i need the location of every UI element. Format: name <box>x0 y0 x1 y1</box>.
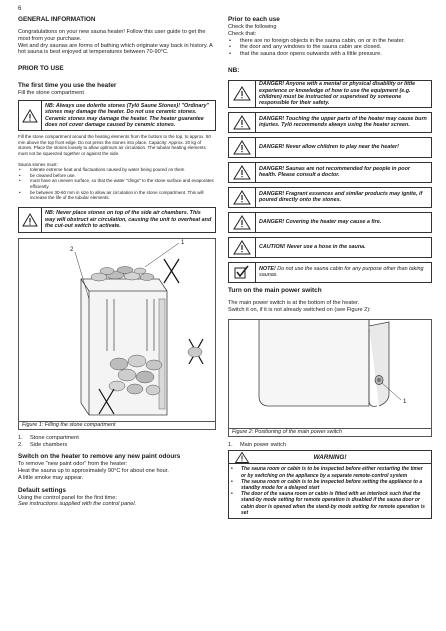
figure-1-label-2: 2 <box>70 246 74 253</box>
prior-each-list <box>228 38 432 58</box>
first-time-heading: The first time you use the heater <box>18 82 117 90</box>
must-list <box>18 167 216 201</box>
warning-list <box>229 464 431 518</box>
warning-triangle-icon <box>229 452 255 463</box>
list-item: 1. Stone compartment <box>18 434 79 441</box>
figure-1-caption: Figure 1: Filling the stone compartment <box>19 421 215 429</box>
warning-triangle-icon <box>229 115 255 130</box>
warning-triangle-icon <box>229 215 255 230</box>
note-side-box <box>18 207 216 233</box>
danger-text: DANGER! Covering the heater may cause a fire. <box>255 213 431 232</box>
heater-illustration <box>19 239 215 422</box>
danger-text: DANGER! Fragrant essences and similar products may ignite, if poured directly onto the stones. <box>255 188 431 207</box>
checkbox-check-icon <box>229 265 255 279</box>
list-item: • The sauna room or cabin is to be inspected before setting the appliance to a standby mode for a delayed start <box>229 479 428 491</box>
list-item: • be cleaned before use. <box>18 173 216 179</box>
list-item: • there are no foreign objects in the sauna cabin, on or in the heater. <box>228 38 432 45</box>
fill-instructions: Fill the stone compartment around the heating elements from the bottom to the top, to approx. 50 mm above the top front edge. Do not press the stones into place. Capacity: Approx. 20 kg of stones. Place the stones loosely to allow optimum air circulation. The tubular heating elements must not be squeezed together or against the side. <box>18 134 211 156</box>
warning-header <box>229 451 431 464</box>
figure-2-caption: Figure 2: Positioning of the main power switch <box>229 428 431 436</box>
figure-1-legend <box>18 435 216 449</box>
page-number: 6 <box>18 6 22 12</box>
danger-text: DANGER! Touching the upper parts of the heater may cause burn injuries. Tylö recommends always using the heater screen. <box>255 113 431 132</box>
warning-triangle-icon <box>229 240 255 255</box>
default-settings-line-2: See instructions supplied with the control panel. <box>18 501 137 508</box>
must-heading: Sauna stones must: <box>18 161 58 167</box>
main-switch-heading: Turn on the main power switch <box>228 286 322 294</box>
warning-box <box>228 450 432 519</box>
danger-box <box>228 80 432 108</box>
danger-text: DANGER! Anyone with a mental or physical disability or little experience or knowledge of how to use the equipment (e.g. children) must be instructed or supervised by someone responsible for their safety. <box>255 81 431 107</box>
main-switch-line-2: Switch it on, if it is not already switched on (see Figure 2): <box>228 306 371 313</box>
warning-triangle-icon <box>229 190 255 205</box>
list-item: 1. Main power switch <box>228 441 287 448</box>
danger-text: DANGER! Saunas are not recommended for people in poor health. Please consult a doctor. <box>255 163 431 182</box>
caution-text: CAUTION! Never use a hose in the sauna. <box>255 238 431 257</box>
warning-triangle-icon <box>229 140 255 155</box>
switch-on-line: A little smoke may appear. <box>18 474 84 481</box>
left-column <box>18 16 216 508</box>
figure-1 <box>18 238 216 430</box>
note-cabin-text: NOTE! Do not use the sauna cabin for any purpose other than taking saunas. <box>255 263 431 282</box>
note-cabin-box <box>228 262 432 283</box>
warning-triangle-icon <box>229 86 255 101</box>
danger-box <box>228 112 432 133</box>
prior-each-line-2: Check that: <box>228 30 257 37</box>
prior-to-use-heading: PRIOR TO USE <box>18 65 64 73</box>
switch-on-heading: Switch on the heater to remove any new paint odours <box>18 453 181 461</box>
list-item: 2. Side chambers <box>18 441 68 448</box>
main-switch-line-1: The main power switch is at the bottom of the heater. <box>228 299 360 306</box>
warning-triangle-icon <box>19 213 41 227</box>
danger-box <box>228 137 432 158</box>
switch-on-line: Heat the sauna up to approximately 90°C for about one hour. <box>18 468 169 475</box>
list-item: • be between 30-60 mm in size to allow air circulation in the stone compartment. This will increase the life of the tubular elements. <box>18 190 216 201</box>
general-paragraph-1: Congratulations on your new sauna heater! Follow this user guide to get the most from your purchase. <box>18 29 206 42</box>
first-time-sub: Fill the stone compartment <box>18 90 84 97</box>
figure-2-legend <box>228 442 432 449</box>
list-item: • must have an uneven surface, so that the water "clings" to the stone surface and evaporates efficiently. <box>18 178 216 189</box>
note-stones-box <box>18 100 216 131</box>
warning-triangle-icon <box>229 165 255 180</box>
general-paragraph-2: Wet and dry saunas are forms of bathing which originate way back in history. A hot sauna is best enjoyed at temperatures between 70-90°C. <box>18 42 213 56</box>
note-stones-text: NB: Always use dolerite stones (Tylö Saune Stones)! "Ordinary" stones may damage the heater. Do not use ceramic stones. Ceramic stones may damage the heater. The heater guarantee does not cover damage caused by ceramic stones. <box>41 101 215 130</box>
list-item: • tolerate extreme heat and fluctuations caused by water being poured on them <box>18 167 216 173</box>
note-side-text: NB: Never place stones on top of the side air chambers. This way will obstruct air circulation, causing the unit to overheat and the cut-out switch to activate. <box>41 208 215 232</box>
danger-text: DANGER! Never allow children to play near the heater! <box>255 138 431 157</box>
danger-box <box>228 187 432 208</box>
prior-each-heading: Prior to each use <box>228 16 280 23</box>
caution-box <box>228 237 432 258</box>
warning-triangle-icon <box>19 109 41 123</box>
warning-title: WARNING! <box>313 453 347 461</box>
figure-1-label-1: 1 <box>181 239 185 246</box>
default-settings-line-1: Using the control panel for the first time: <box>18 494 117 501</box>
list-item: • The sauna room or cabin is to be inspected before either restarting the timer or by switching on the appliance by a separate remote-control system <box>229 466 428 478</box>
prior-each-line-1: Check the following <box>228 24 277 30</box>
nb-heading: NB: <box>228 66 240 74</box>
list-item: • The door of the sauna room or cabin is fitted with an interlock such that the stand-by mode setting for remote operation is disabled if the sauna door or cabin door is opened when the stand-by mode setting for remote operation is set <box>229 491 428 516</box>
default-settings-heading: Default settings <box>18 486 66 494</box>
right-column <box>228 16 432 519</box>
danger-box <box>228 162 432 183</box>
figure-2-label-1: 1 <box>403 398 407 405</box>
power-switch-illustration <box>229 320 431 429</box>
figure-2 <box>228 319 432 437</box>
list-item: • that the sauna door opens outwards with a little pressure. <box>228 51 432 58</box>
general-heading: GENERAL INFORMATION <box>18 16 96 23</box>
switch-on-line: To remove "new paint odor" from the heater: <box>18 461 128 468</box>
danger-box <box>228 212 432 233</box>
list-item: • the door and any windows to the sauna cabin are closed. <box>228 44 432 51</box>
